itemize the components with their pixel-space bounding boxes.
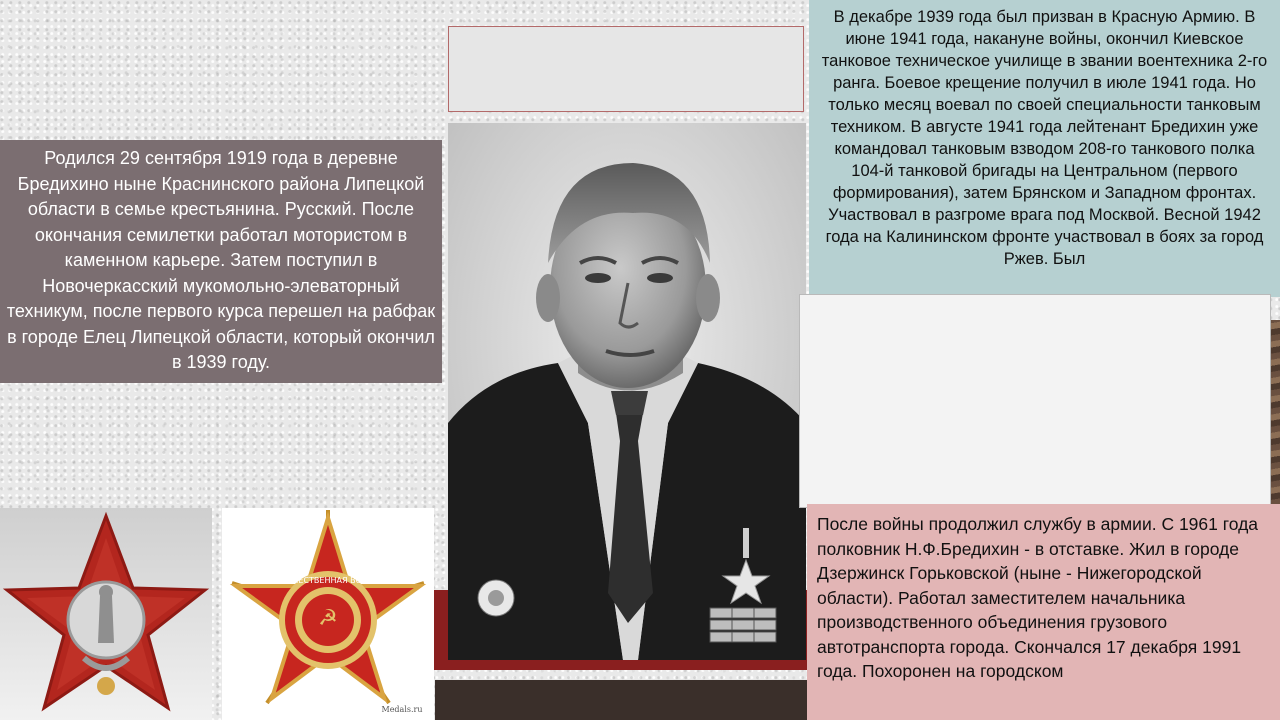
patriotic-war-order-icon [222, 508, 434, 720]
after-war-box [807, 504, 1280, 720]
hammer-sickle-icon [97, 677, 115, 695]
empty-white-frame [799, 294, 1271, 508]
birth-biography-box [0, 140, 442, 383]
portrait-photo [448, 123, 806, 660]
watermark-text: Medals.ru [381, 705, 423, 714]
red-star-order-icon [0, 508, 212, 720]
hammer-sickle-icon: ☭ [318, 606, 338, 631]
army-service-box [809, 0, 1280, 297]
title-frame [448, 26, 804, 112]
after-war-text: После войны продолжил службу в армии. С 1961 года полковник Н.Ф.Бредихин - в отставке. Жил в городе Дзержинск Горьковской (ныне - Нижегородской области). Работал заместителем начальника производственного объединения грузового автотранспорта города. Скончался 17 декабря 1991 года. Похоронен на городском [817, 514, 1259, 681]
medal-ribbon-text: ОТЕЧЕСТВЕННАЯ ВОЙНА [276, 576, 380, 585]
birth-biography-text: Родился 29 сентября 1919 года в деревне Бредихино ныне Краснинского района Липецкой области в семье крестьянина. Русский. После окончания семилетки работал мотористом в каменном карьере. Затем поступил в Новочеркасский мукомольно-элеваторный техникум, после первого курса перешел на рабфак в городе Елец Липецкой области, который окончил в 1939 году. [6, 148, 436, 372]
army-service-text: В декабре 1939 года был призван в Красную Армию. В июне 1941 года, накануне войны, окончил Киевское танковое техническое училище в звании воентехника 2-го ранга. Боевое крещение получил в июле 1941 года. Но только месяц воевал по своей специальности танковым техником. В августе 1941 года лейтенант Бредихин уже командовал танковым взводом 208-го танкового полка 104-й танковой бригады на Центральном (первого формирования), затем Брянском и Западном фронтах. Участвовал в разгроме врага под Москвой. Весной 1942 года на Калининском фронте участвовал в боях за город Ржев. Был [821, 8, 1268, 268]
background-dark-band [435, 680, 835, 720]
